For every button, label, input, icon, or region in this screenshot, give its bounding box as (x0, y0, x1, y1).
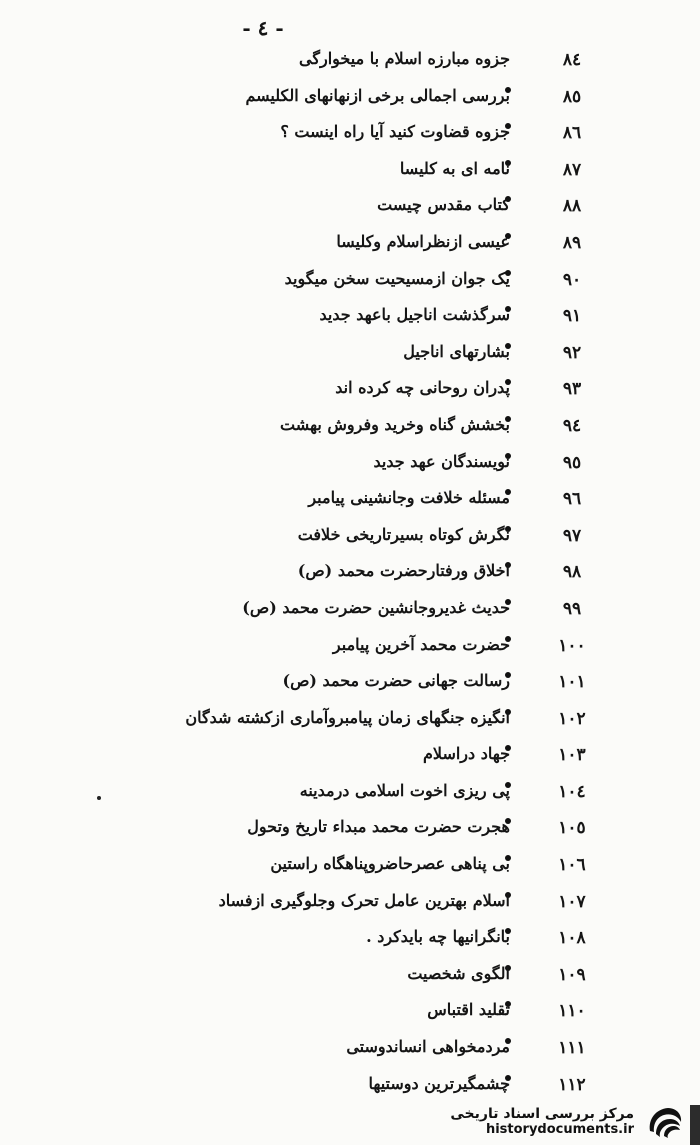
item-title: بانگرانیها چه بایدکرد . (366, 927, 510, 947)
item-number: ١٠٤ (558, 781, 586, 802)
item-number: ١٠٣ (558, 745, 586, 766)
item-title: حضرت محمد آخرین پیامبر (332, 634, 510, 654)
list-item (0, 81, 700, 118)
item-title: اسلام بهترین عامل تحرک وجلوگیری ازفساد (218, 890, 510, 910)
page-number: - ٤ - (242, 16, 284, 40)
list-item (0, 44, 700, 81)
document-list (0, 44, 700, 1105)
item-title: نگرش کوتاه بسیرتاریخی خلافت (297, 524, 510, 544)
item-number: ٨٥ (562, 86, 582, 107)
item-title: انگیزه جنگهای زمان پیامبروآماری ازکشته شدگان (185, 707, 510, 727)
item-title: نویسندگان عهد جدید (373, 451, 510, 471)
item-number: ١٠٢ (558, 708, 586, 729)
item-title: مردمخواهی انساندوستی (346, 1037, 510, 1057)
list-item (0, 520, 700, 557)
list-item (0, 190, 700, 227)
item-title: بشارتهای اناجیل (403, 341, 510, 361)
item-title: جهاد دراسلام (423, 744, 510, 764)
list-item (0, 300, 700, 337)
item-title: هجرت حضرت محمد مبداء تاریخ وتحول (247, 817, 510, 837)
item-title: کتاب مقدس چیست (377, 195, 510, 215)
watermark-name: مرکز بررسی اسناد تاریخی (450, 1106, 634, 1122)
list-item (0, 703, 700, 740)
item-title: جزوه مبارزه اسلام با میخوارگی (299, 49, 510, 68)
scan-edge (690, 1105, 700, 1145)
list-item (0, 739, 700, 776)
item-number: ٩٩ (562, 598, 582, 619)
item-title: چشمگیرترین دوستیها (368, 1073, 510, 1093)
list-item (0, 556, 700, 593)
list-item (0, 227, 700, 264)
item-number: ١٠٨ (558, 928, 586, 949)
list-item (0, 1069, 700, 1106)
list-item (0, 447, 700, 484)
list-item (0, 337, 700, 374)
item-number: ١٠٦ (558, 855, 586, 876)
item-number: ٨٨ (562, 196, 582, 217)
item-number: ٩٣ (562, 379, 582, 400)
list-item (0, 666, 700, 703)
watermark (410, 1104, 688, 1142)
watermark-url[interactable]: historydocuments.ir (485, 1122, 634, 1137)
item-number: ٩٥ (562, 452, 582, 473)
item-number: ٩٧ (562, 525, 582, 546)
item-number: ٩٢ (562, 342, 582, 363)
item-number: ٩٦ (562, 489, 582, 510)
item-title: تقلید اقتباس (427, 1000, 510, 1020)
stray-ink-dot (97, 796, 101, 800)
item-title: رسالت جهانی حضرت محمد (ص) (282, 671, 510, 691)
list-item (0, 776, 700, 813)
item-number: ١١٢ (558, 1074, 586, 1095)
list-item (0, 410, 700, 447)
item-number: ٩٨ (562, 562, 582, 583)
list-item (0, 849, 700, 886)
list-item (0, 886, 700, 923)
item-number: ٩١ (562, 306, 582, 327)
item-number: ٨٩ (562, 232, 582, 253)
list-item (0, 959, 700, 996)
item-title: بی پناهی عصرحاضروپناهگاه راستین (270, 854, 510, 874)
list-item (0, 593, 700, 630)
item-title: پی ریزی اخوت اسلامی درمدینه (299, 780, 510, 800)
item-number: ٩٠ (562, 269, 582, 290)
list-item (0, 630, 700, 667)
item-number: ١٠٧ (558, 891, 586, 912)
item-number: ١١٠ (558, 1001, 586, 1022)
list-item (0, 995, 700, 1032)
item-title: یک جوان ازمسیحیت سخن میگوید (284, 268, 510, 288)
item-number: ١١١ (558, 1038, 586, 1059)
item-number: ١٠٥ (558, 818, 586, 839)
item-number: ٨٧ (562, 159, 582, 180)
item-title: نامه ای به کلیسا (399, 158, 510, 178)
item-title: مسئله خلافت وجانشینی پیامبر (308, 488, 510, 508)
list-item (0, 922, 700, 959)
item-number: ٩٤ (562, 415, 582, 436)
item-title: بخشش گناه وخرید وفروش بهشت (279, 414, 510, 434)
item-title: عیسی ازنظراسلام وکلیسا (336, 231, 510, 251)
list-item (0, 117, 700, 154)
item-title: حدیث غدیروجانشین حضرت محمد (ص) (242, 597, 510, 617)
list-item (0, 483, 700, 520)
list-item (0, 264, 700, 301)
item-number: ١٠٩ (558, 964, 586, 985)
item-title: پدران روحانی چه کرده اند (335, 378, 510, 398)
list-item (0, 154, 700, 191)
item-title: الگوی شخصیت (407, 963, 510, 983)
item-number: ٨٤ (562, 50, 582, 70)
item-number: ٨٦ (562, 123, 582, 144)
list-item (0, 1032, 700, 1069)
item-number: ١٠١ (558, 672, 586, 693)
item-number: ١٠٠ (558, 635, 586, 656)
list-item (0, 373, 700, 410)
item-title: بررسی اجمالی برخی ازنهانهای الکلیسم (245, 85, 510, 105)
list-item (0, 812, 700, 849)
item-title: جزوه قضاوت کنید آیا راه اینست ؟ (280, 122, 510, 142)
item-title: اخلاق ورفتارحضرت محمد (ص) (297, 561, 510, 581)
item-title: سرگذشت اناجیل باعهد جدید (319, 305, 510, 325)
seal-logo-icon (644, 1105, 684, 1139)
